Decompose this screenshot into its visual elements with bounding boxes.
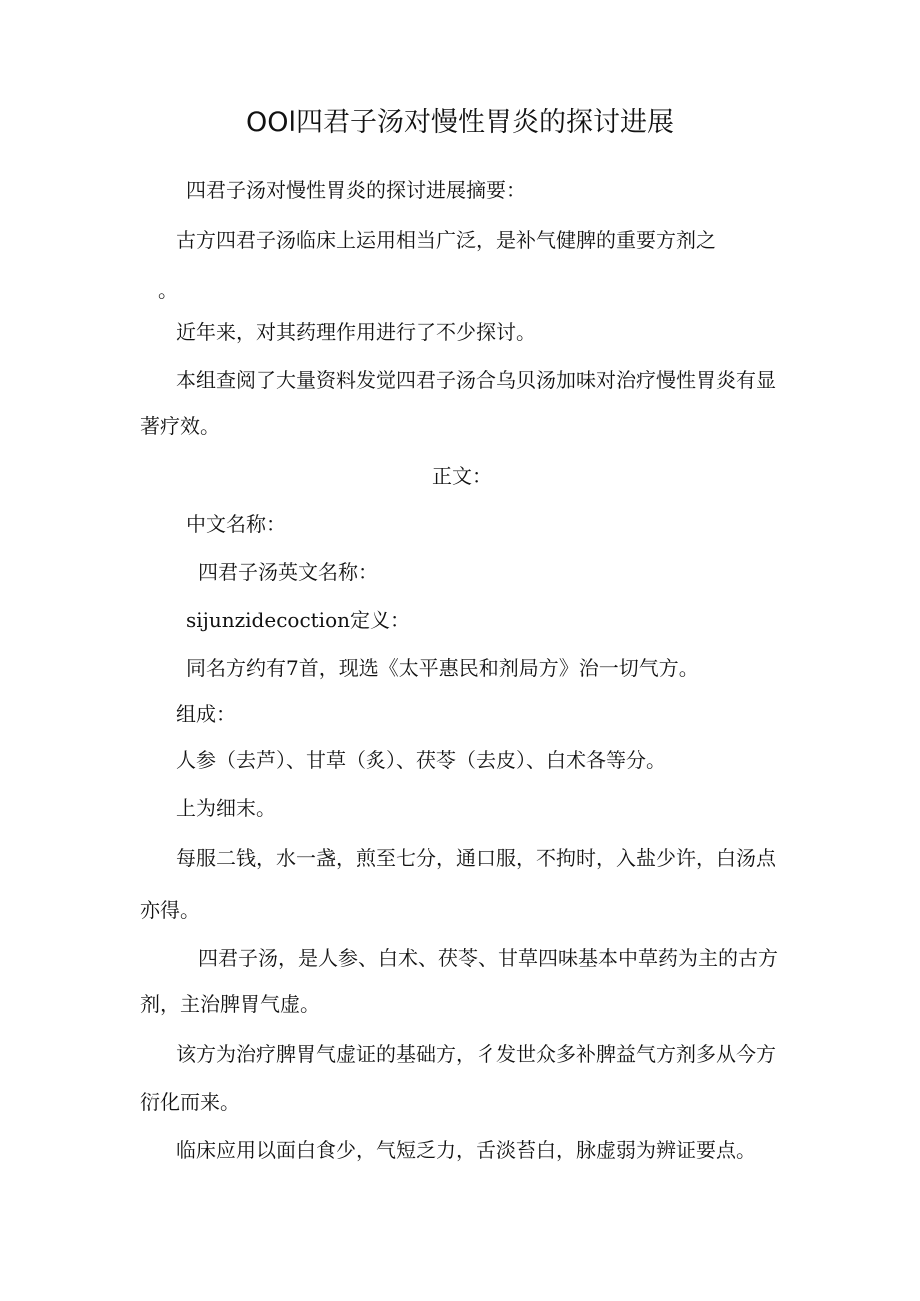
abstract-line-4b: 著疗效。 bbox=[140, 414, 220, 438]
usage-line-a: 每服二钱，水一盏，煎至七分，通口服，不拘时，入盐少许，白汤点 bbox=[176, 846, 776, 870]
paragraph-2-line-a: 该方为治疗脾胃气虚证的基础方，彳发世众多补脾益气方剂多从今方 bbox=[176, 1042, 776, 1066]
usage-line-b: 亦得。 bbox=[140, 898, 200, 922]
paragraph-3: 临床应用以面白食少，气短乏力，舌淡苔白，脉虚弱为辨证要点。 bbox=[176, 1138, 756, 1162]
composition-label: 组成： bbox=[176, 702, 236, 726]
definition-text: 同名方约有7首，现选《太平惠民和剂局方》治一切气方。 bbox=[186, 656, 699, 680]
abstract-line-1: 古方四君子汤临床上运用相当广泛，是补气健脾的重要方剂之 bbox=[176, 228, 716, 252]
document-title: OOl四君子汤对慢性胃炎的探讨进展 bbox=[245, 107, 674, 138]
abstract-line-4a: 本组查阅了大量资料发觉四君子汤合乌贝汤加味对治疗慢性胃炎有显 bbox=[176, 368, 776, 392]
english-name-label: 四君子汤英文名称： bbox=[198, 560, 378, 584]
abstract-line-3: 近年来，对其药理作用进行了不少探讨。 bbox=[176, 320, 536, 344]
paragraph-1-line-a: 四君子汤，是人参、白术、茯苓、甘草四味基本中草药为主的古方 bbox=[198, 946, 778, 970]
chinese-name-label: 中文名称： bbox=[186, 512, 286, 536]
paragraph-1-line-b: 剂，主治脾胃气虚。 bbox=[140, 992, 320, 1016]
composition-text: 人参（去芦）、甘草（炙）、茯苓（去皮）、白术各等分。 bbox=[176, 748, 666, 772]
abstract-heading: 四君子汤对慢性胃炎的探讨进展摘要： bbox=[186, 178, 526, 202]
paragraph-2-line-b: 衍化而来。 bbox=[140, 1090, 240, 1114]
definition-label: sijunzidecoction定义： bbox=[186, 608, 410, 632]
preparation-text: 上为细末。 bbox=[176, 796, 276, 820]
body-heading: 正文： bbox=[432, 464, 492, 488]
abstract-line-2: 。 bbox=[158, 278, 178, 302]
